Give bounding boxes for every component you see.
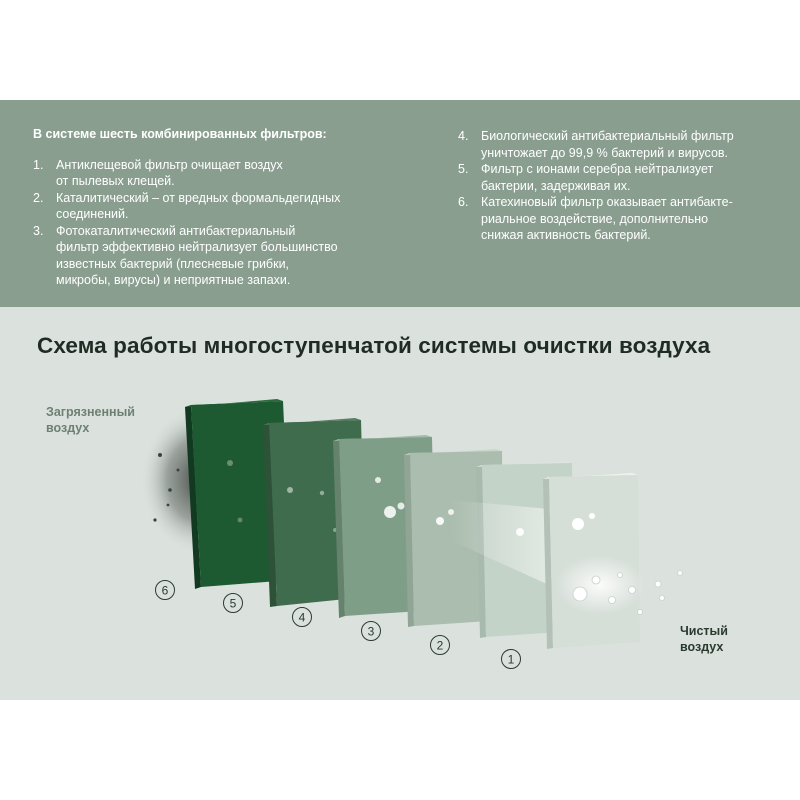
scheme-title: Схема работы многоступенчатой системы очистки воздуха — [37, 333, 711, 358]
intro-heading: В системе шесть комбинированных фильтров: — [33, 127, 327, 141]
list-item-text: Фильтр с ионами серебра нейтрализует бактерии, задерживая их. — [481, 162, 714, 193]
list-item-number: 3. — [33, 223, 44, 238]
step-number-5 — [224, 594, 243, 613]
list-item-number: 4. — [458, 129, 469, 143]
step-number-label: 6 — [161, 583, 169, 598]
list-item-text: Фотокаталитический антибактериальный фильтр эффективно нейтрализует большинство известных бактерий (плесневые грибки, микробы, вирусы) и неприятные запахи. — [56, 223, 338, 287]
step-number-2 — [431, 636, 450, 655]
list-item-text: Биологический антибактериальный фильтр уничтожает до 99,9 % бактерий и вирусов. — [481, 129, 734, 160]
list-item-text: Катехиновый фильтр оказывает антибакте- риальное воздействие, дополнительно снижая активность бактерий. — [481, 195, 733, 242]
step-number-label: 1 — [507, 652, 515, 667]
polluted-air-label: Загрязненный воздух — [46, 405, 135, 435]
step-number-label: 2 — [436, 638, 444, 653]
list-item-number: 6. — [458, 195, 469, 209]
step-number-label: 3 — [367, 624, 375, 639]
step-number-6 — [156, 581, 175, 600]
clean-air-glow — [555, 555, 645, 615]
list-item-number: 5. — [458, 162, 469, 176]
step-number-label: 4 — [298, 610, 306, 625]
list-item-number: 1. — [33, 157, 44, 172]
list-item-number: 2. — [33, 190, 44, 205]
list-item-text: Антиклещевой фильтр очищает воздух от пылевых клещей. — [56, 157, 283, 188]
step-number-1 — [502, 650, 521, 669]
clean-air-label: Чистый воздух — [680, 624, 728, 654]
step-number-3 — [362, 622, 381, 641]
list-item-text: Каталитический – от вредных формальдегидных соединений. — [56, 190, 341, 221]
step-number-4 — [293, 608, 312, 627]
step-number-label: 5 — [229, 596, 237, 611]
